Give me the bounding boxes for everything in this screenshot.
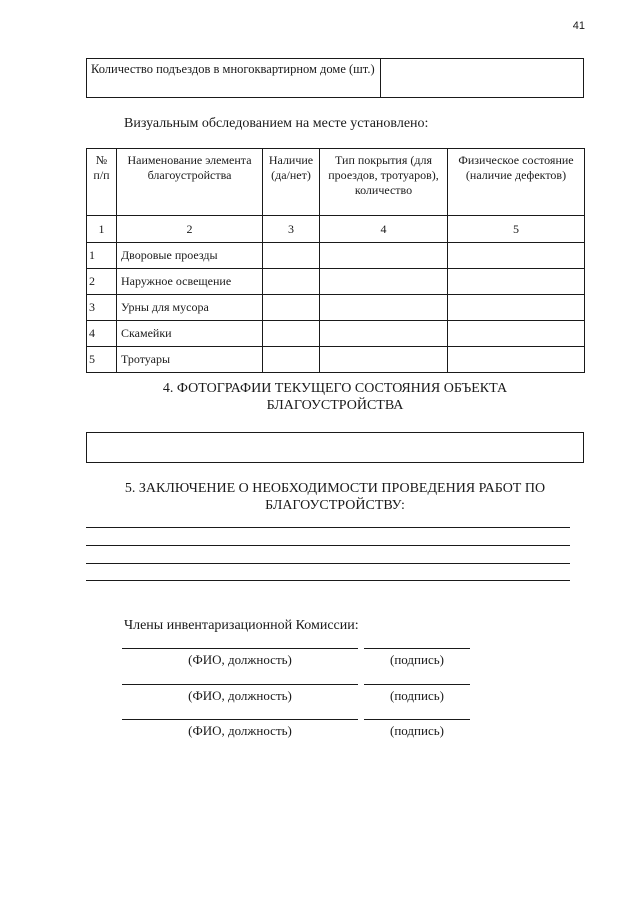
- row-condition-cell[interactable]: [448, 347, 585, 373]
- row-presence-cell[interactable]: [263, 269, 320, 295]
- header-number: № п/п: [87, 149, 117, 216]
- row-element-name: Тротуары: [117, 347, 263, 373]
- conclusion-fill-line[interactable]: [86, 563, 570, 564]
- table-row: [87, 295, 585, 321]
- header-element-name: Наименование элемента благоустройства: [117, 149, 263, 216]
- row-coverage-cell[interactable]: [320, 347, 448, 373]
- conclusion-fill-line[interactable]: [86, 580, 570, 581]
- row-number: 2: [87, 269, 117, 295]
- name-position-line[interactable]: [122, 719, 358, 720]
- header-physical-condition: Физическое состояние (наличие дефектов): [448, 149, 585, 216]
- entrance-count-label: Количество подъездов в многоквартирном доме (шт.): [87, 59, 381, 98]
- signature-caption: (подпись): [390, 652, 444, 667]
- row-condition-cell[interactable]: [448, 269, 585, 295]
- entrance-count-row: [87, 59, 584, 98]
- table-row: [87, 243, 585, 269]
- row-condition-cell[interactable]: [448, 243, 585, 269]
- section-4-heading-line1: 4. ФОТОГРАФИИ ТЕКУЩЕГО СОСТОЯНИЯ ОБЪЕКТА: [162, 381, 508, 396]
- row-element-name: Скамейки: [117, 321, 263, 347]
- conclusion-fill-line[interactable]: [86, 527, 570, 528]
- signature-line[interactable]: [364, 648, 470, 649]
- entrance-count-value[interactable]: [381, 59, 584, 98]
- column-number: 3: [263, 216, 320, 243]
- row-coverage-cell[interactable]: [320, 243, 448, 269]
- signature-line[interactable]: [364, 719, 470, 720]
- row-presence-cell[interactable]: [263, 295, 320, 321]
- visual-inspection-intro: Визуальным обследованием на месте установлено:: [124, 116, 429, 131]
- improvement-elements-table: [86, 148, 585, 373]
- row-number: 1: [87, 243, 117, 269]
- column-number: 4: [320, 216, 448, 243]
- name-position-caption: (ФИО, должность): [188, 723, 292, 738]
- section-5-heading-line2: БЛАГОУСТРОЙСТВУ:: [265, 498, 405, 513]
- table-row: [87, 347, 585, 373]
- page-number: 41: [572, 20, 585, 32]
- column-number: 5: [448, 216, 585, 243]
- header-coverage-type: Тип покрытия (для проездов, тротуаров), количество: [320, 149, 448, 216]
- section-5-heading: [86, 480, 584, 514]
- row-coverage-cell[interactable]: [320, 269, 448, 295]
- row-presence-cell[interactable]: [263, 243, 320, 269]
- row-number: 5: [87, 347, 117, 373]
- commission-members-title: Члены инвентаризационной Комиссии:: [124, 618, 359, 633]
- name-position-line[interactable]: [122, 648, 358, 649]
- column-number-row: [87, 216, 585, 243]
- section-4-heading: [86, 380, 584, 414]
- row-number: 3: [87, 295, 117, 321]
- column-number: 1: [87, 216, 117, 243]
- signature-caption: (подпись): [390, 688, 444, 703]
- row-element-name: Урны для мусора: [117, 295, 263, 321]
- row-condition-cell[interactable]: [448, 321, 585, 347]
- row-number: 4: [87, 321, 117, 347]
- row-element-name: Дворовые проезды: [117, 243, 263, 269]
- entrance-count-table: [86, 58, 584, 98]
- section-4-heading-line2: БЛАГОУСТРОЙСТВА: [266, 398, 404, 413]
- name-position-caption: (ФИО, должность): [188, 652, 292, 667]
- header-presence: Наличие (да/нет): [263, 149, 320, 216]
- section-5-heading-line1: 5. ЗАКЛЮЧЕНИЕ О НЕОБХОДИМОСТИ ПРОВЕДЕНИЯ РАБОТ ПО: [124, 481, 546, 496]
- row-condition-cell[interactable]: [448, 295, 585, 321]
- table-row: [87, 269, 585, 295]
- signature-line[interactable]: [364, 684, 470, 685]
- row-coverage-cell[interactable]: [320, 295, 448, 321]
- row-element-name: Наружное освещение: [117, 269, 263, 295]
- name-position-line[interactable]: [122, 684, 358, 685]
- conclusion-fill-line[interactable]: [86, 545, 570, 546]
- photo-placeholder-box[interactable]: [86, 432, 584, 463]
- row-presence-cell[interactable]: [263, 321, 320, 347]
- column-number: 2: [117, 216, 263, 243]
- row-presence-cell[interactable]: [263, 347, 320, 373]
- table-row: [87, 321, 585, 347]
- name-position-caption: (ФИО, должность): [188, 688, 292, 703]
- row-coverage-cell[interactable]: [320, 321, 448, 347]
- signature-caption: (подпись): [390, 723, 444, 738]
- table-header-row: [87, 149, 585, 216]
